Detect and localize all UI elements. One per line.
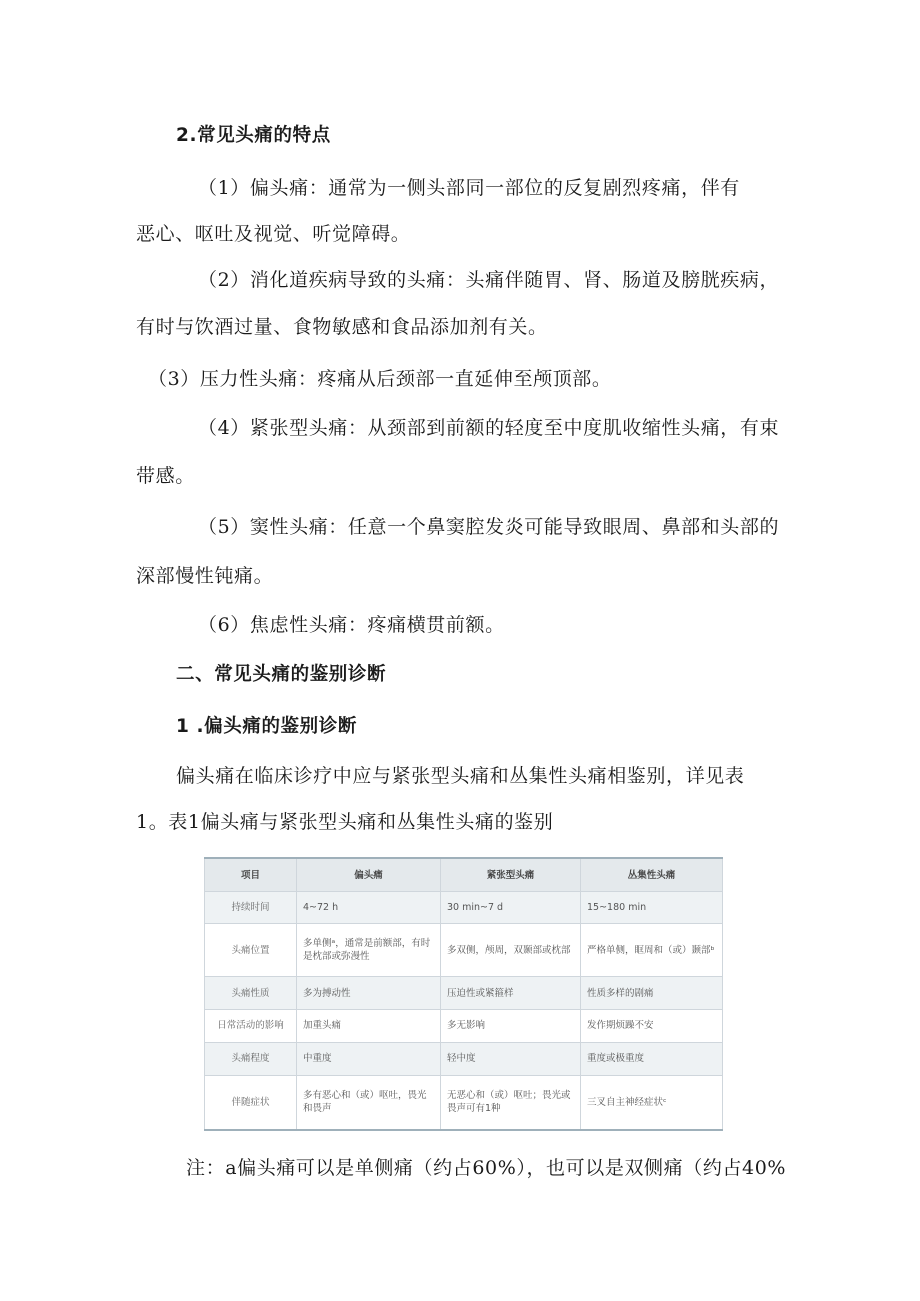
table-cell: 发作期烦躁不安: [581, 1010, 723, 1042]
table-header-cell: 项目: [205, 858, 297, 892]
table-row: [205, 1042, 723, 1075]
item-2-line-1: （2）消化道疾病导致的头痛：头痛伴随胃、肾、肠道及膀胱疾病，: [198, 269, 780, 291]
table-cell: 重度或极重度: [581, 1042, 723, 1075]
paragraph-line-1: 偏头痛在临床诊疗中应与紧张型头痛和丛集性头痛相鉴别，详见表: [176, 765, 745, 787]
table-header-cell: 紧张型头痛: [441, 858, 581, 892]
table-row: [205, 1010, 723, 1042]
table-cell: 压迫性或紧箍样: [441, 976, 581, 1009]
table-cell: 30 min~7 d: [441, 892, 581, 924]
table-cell: 15~180 min: [581, 892, 723, 924]
table-cell: 多单侧ᵃ，通常是前额部，有时是枕部或弥漫性: [297, 924, 441, 977]
table-cell: 三叉自主神经症状ᶜ: [581, 1075, 723, 1130]
table-cell: 伴随症状: [205, 1075, 297, 1130]
table-row: [205, 892, 723, 924]
item-5-line-2: 深部慢性钝痛。: [136, 565, 274, 587]
table-cell: 多为搏动性: [297, 976, 441, 1009]
item-2-line-2: 有时与饮酒过量、食物敏感和食品添加剂有关。: [136, 316, 548, 338]
table-cell: 持续时间: [205, 892, 297, 924]
table-cell: 多有恶心和（或）呕吐，畏光和畏声: [297, 1075, 441, 1130]
table-header-row: [205, 858, 723, 892]
table-cell: 轻中度: [441, 1042, 581, 1075]
item-1-line-1: （1）偏头痛：通常为一侧头部同一部位的反复剧烈疼痛，伴有: [198, 177, 740, 199]
item-1-line-2: 恶心、呕吐及视觉、听觉障碍。: [136, 223, 411, 245]
paragraph-line-2: 1。表1偏头痛与紧张型头痛和丛集性头痛的鉴别: [136, 811, 554, 833]
table-cell: 4~72 h: [297, 892, 441, 924]
table-cell: 头痛程度: [205, 1042, 297, 1075]
item-4-line-1: （4）紧张型头痛：从颈部到前额的轻度至中度肌收缩性头痛，有束: [198, 417, 780, 439]
table-cell: 多双侧，颅周，双颞部或枕部: [441, 924, 581, 977]
item-5-line-1: （5）窦性头痛：任意一个鼻窦腔发炎可能导致眼周、鼻部和头部的: [198, 516, 780, 538]
table-cell: 性质多样的剧痛: [581, 976, 723, 1009]
table-cell: 头痛性质: [205, 976, 297, 1009]
table-cell: 多无影响: [441, 1010, 581, 1042]
table-cell: 无恶心和（或）呕吐；畏光或畏声可有1种: [441, 1075, 581, 1130]
table-cell: 中重度: [297, 1042, 441, 1075]
table-row: [205, 976, 723, 1009]
table-cell: 日常活动的影响: [205, 1010, 297, 1042]
item-3: （3）压力性头痛：疼痛从后颈部一直延伸至颅顶部。: [148, 368, 612, 390]
item-4-line-2: 带感。: [136, 465, 195, 487]
table-cell: 严格单侧，眶周和（或）颞部ᵇ: [581, 924, 723, 977]
section-heading-diagnosis: 二、常见头痛的鉴别诊断: [176, 664, 387, 685]
table-cell: 头痛位置: [205, 924, 297, 977]
table-row: [205, 924, 723, 977]
table-row: [205, 1075, 723, 1130]
subheading-migraine-diagnosis: 1 .偏头痛的鉴别诊断: [176, 716, 357, 737]
table-header-cell: 丛集性头痛: [581, 858, 723, 892]
headache-comparison-table: [204, 857, 723, 1131]
table-footnote: 注：a偏头痛可以是单侧痛（约占60%），也可以是双侧痛（约占40%: [186, 1157, 787, 1179]
table-cell: 加重头痛: [297, 1010, 441, 1042]
item-6: （6）焦虑性头痛：疼痛横贯前额。: [198, 614, 505, 636]
table-header-cell: 偏头痛: [297, 858, 441, 892]
heading-features: 2.常见头痛的特点: [176, 125, 331, 146]
